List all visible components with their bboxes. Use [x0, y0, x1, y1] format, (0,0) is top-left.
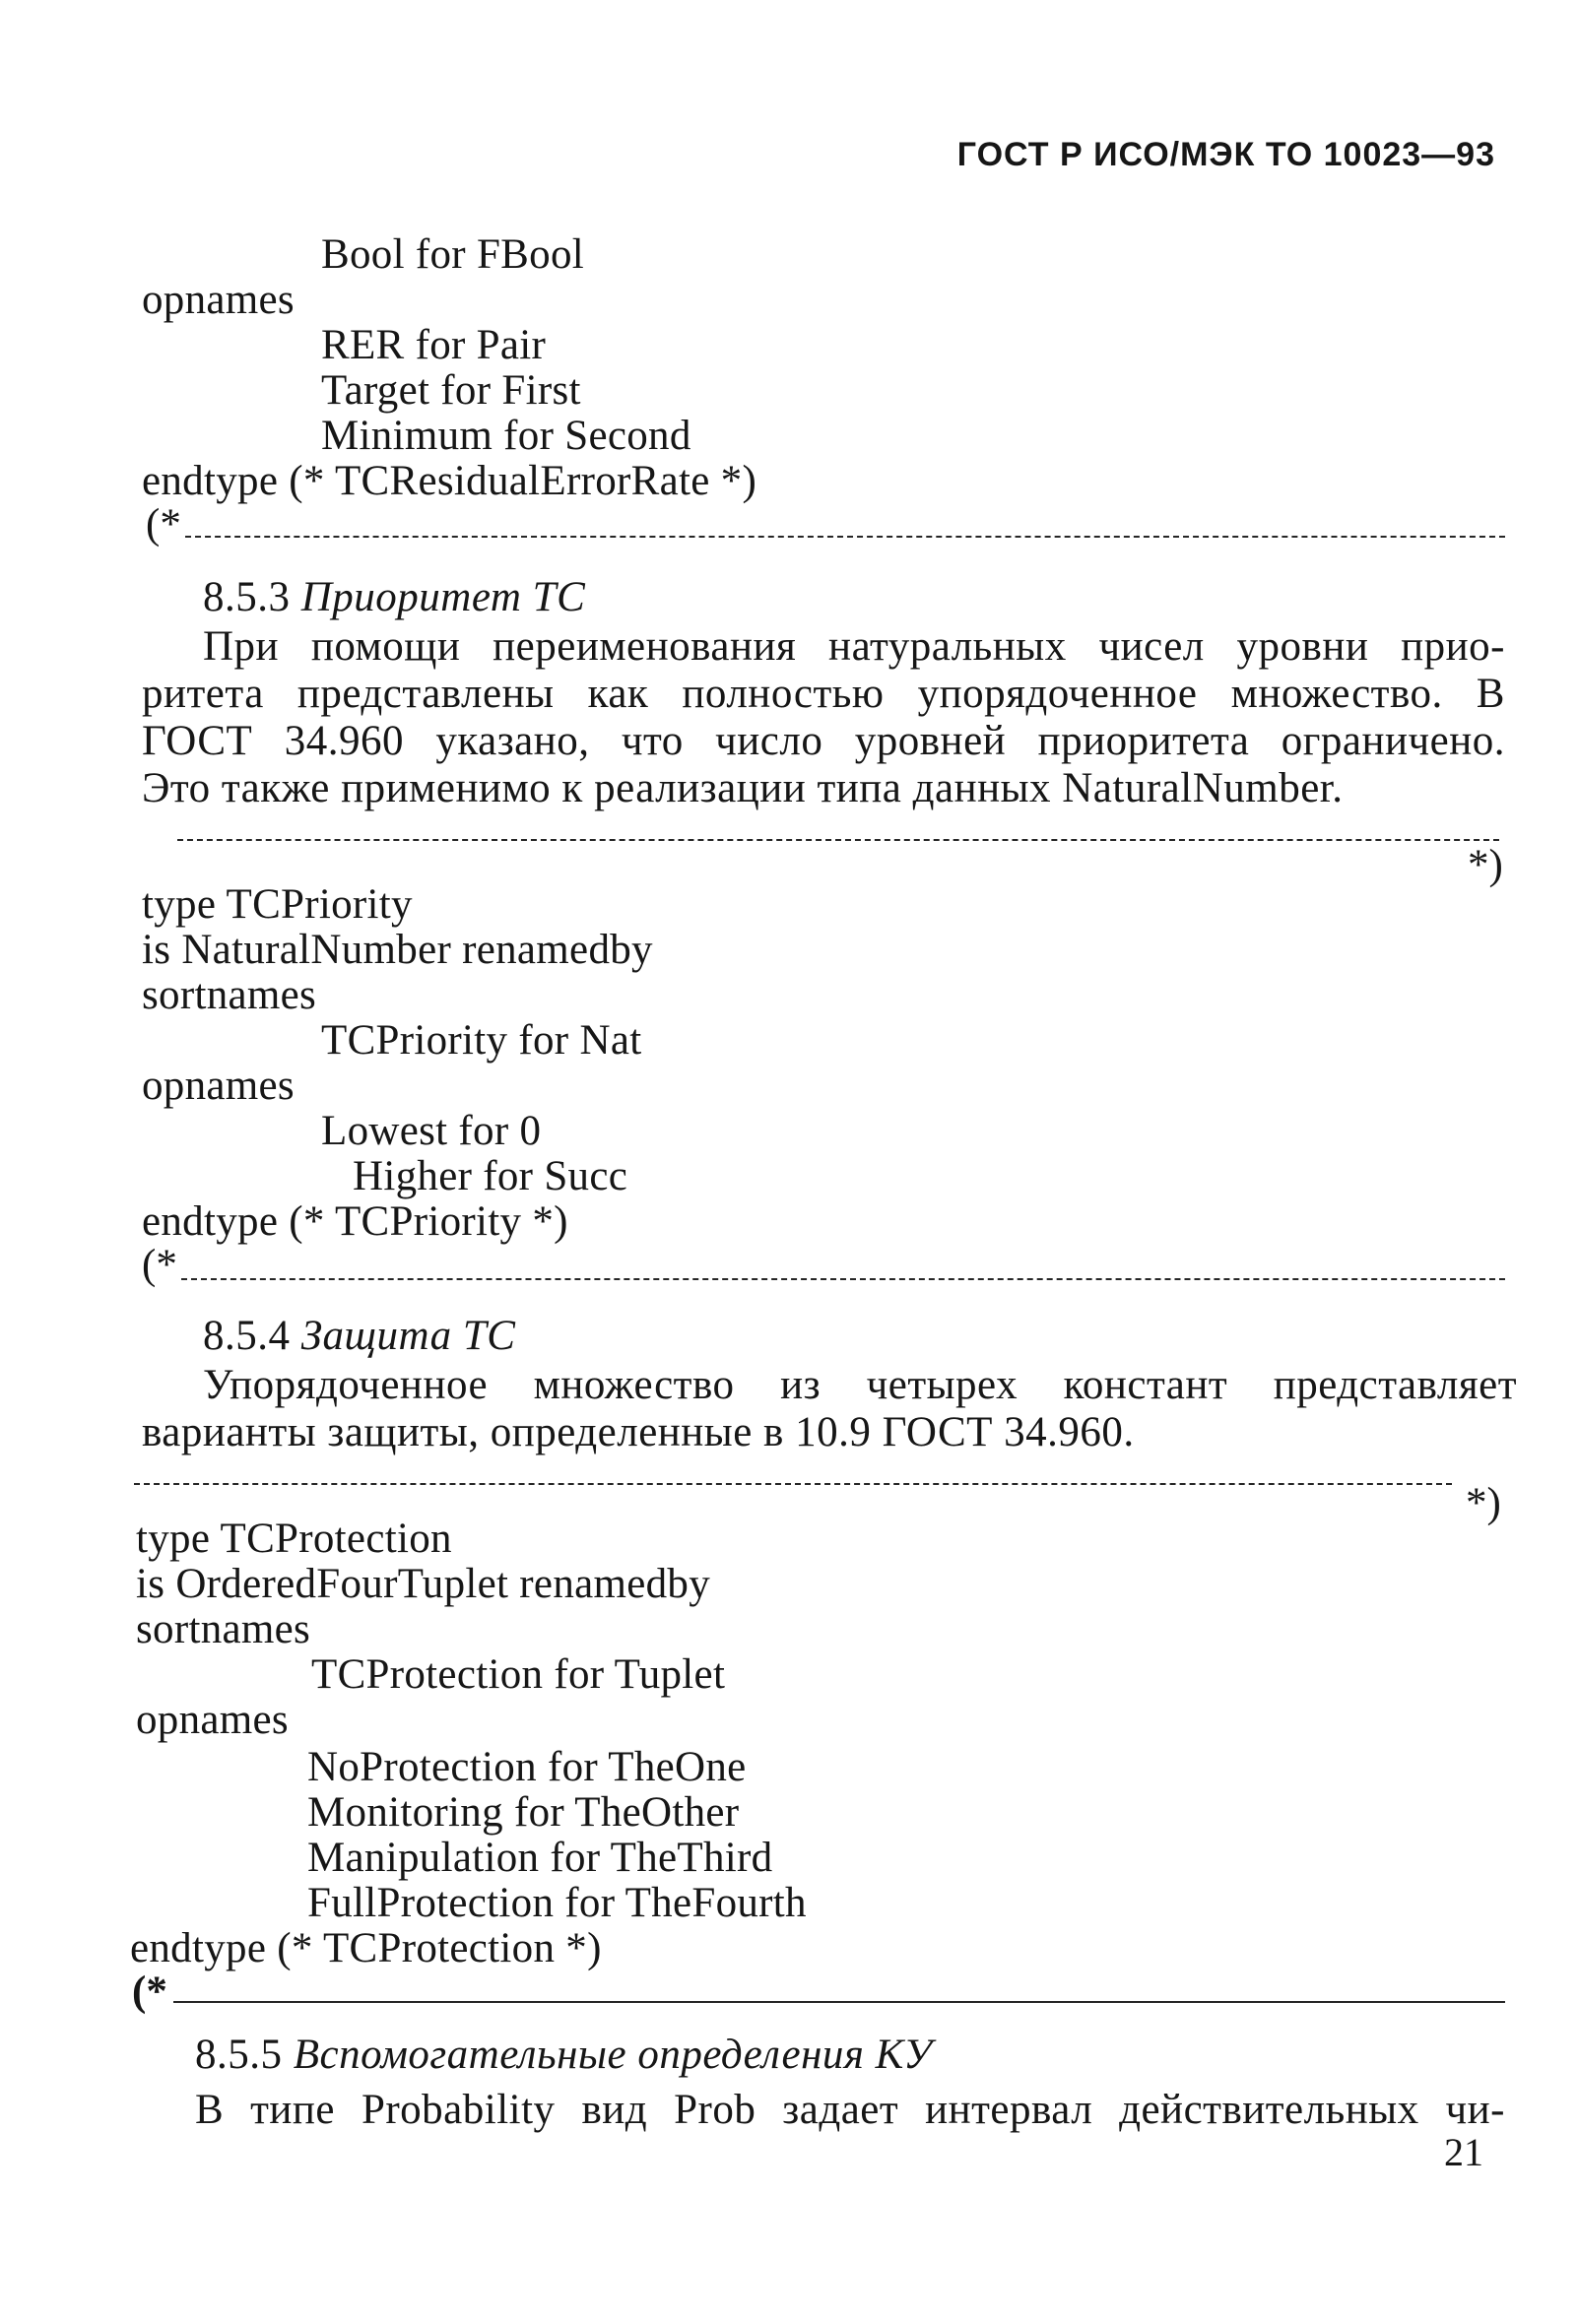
code-line: sortnames — [136, 1606, 311, 1652]
page-number: 21 — [1444, 2130, 1483, 2174]
section-heading — [195, 2033, 933, 2078]
code-line: TCPriority for Nat — [321, 1017, 642, 1064]
section-heading — [203, 575, 585, 620]
code-line: type TCProtection — [136, 1516, 452, 1562]
section-number: 8.5.5 — [195, 2032, 283, 2078]
code-line: opnames — [142, 1063, 295, 1109]
code-line: opnames — [136, 1697, 289, 1743]
code-line: Target for First — [321, 367, 581, 414]
comment-open-marker: (* — [132, 1969, 167, 2015]
code-line: type TCPriority — [142, 881, 413, 928]
code-line: endtype (* TCPriority *) — [142, 1198, 568, 1245]
code-line: FullProtection for TheFourth — [307, 1880, 807, 1926]
code-line: RER for Pair — [321, 322, 547, 368]
code-line: endtype (* TCProtection *) — [130, 1925, 602, 1971]
code-line: Manipulation for TheThird — [307, 1835, 773, 1881]
code-line: Lowest for 0 — [321, 1108, 542, 1154]
code-line: NoProtection for TheOne — [307, 1744, 747, 1790]
section-title: Защита ТС — [300, 1313, 516, 1359]
comment-open-marker: (* — [142, 1242, 177, 1288]
paragraph-line: варианты защиты, определенные в 10.9 ГОСТ 34.960. — [142, 1409, 1135, 1455]
comment-close-marker: *) — [1468, 842, 1503, 888]
code-line: is OrderedFourTuplet renamedby — [136, 1561, 711, 1607]
code-line: opnames — [142, 277, 295, 323]
comment-rule — [181, 1278, 1505, 1280]
section-number: 8.5.3 — [203, 574, 291, 620]
paragraph-line: ГОСТ 34.960 указано, что число уровней приоритета ограничено. — [142, 718, 1505, 764]
code-line: sortnames — [142, 972, 317, 1018]
section-heading — [203, 1314, 515, 1359]
section-title: Приоритет ТС — [300, 574, 586, 620]
comment-rule — [173, 2001, 1505, 2003]
code-line: Higher for Succ — [353, 1153, 628, 1199]
section-title: Вспомогательные определения КУ — [293, 2032, 933, 2078]
paragraph-line: ритета представлены как полностью упорядоченное множество. В — [142, 671, 1505, 717]
code-line: TCProtection for Tuplet — [311, 1651, 726, 1698]
comment-rule — [177, 839, 1499, 841]
code-line: endtype (* TCResidualErrorRate *) — [142, 458, 757, 504]
running-header: ГОСТ Р ИСО/МЭК ТО 10023—93 — [956, 136, 1495, 173]
paragraph-line: При помощи переименования натуральных чисел уровни прио- — [203, 623, 1505, 670]
comment-open-marker: (* — [146, 501, 181, 548]
code-line: Monitoring for TheOther — [307, 1789, 740, 1836]
code-line: is NaturalNumber renamedby — [142, 927, 653, 973]
code-line: Minimum for Second — [321, 413, 691, 459]
paragraph-line: Это также применимо к реализации типа данных NaturalNumber. — [142, 765, 1344, 811]
comment-rule — [134, 1483, 1452, 1485]
section-number: 8.5.4 — [203, 1313, 291, 1359]
paragraph-line: Упорядоченное множество из четырех констант представляет — [203, 1362, 1517, 1408]
paragraph-line: В типе Probability вид Prob задает интервал действительных чи- — [195, 2087, 1505, 2133]
comment-close-marker: *) — [1466, 1480, 1501, 1526]
comment-rule — [185, 536, 1505, 538]
code-line: Bool for FBool — [321, 231, 585, 278]
